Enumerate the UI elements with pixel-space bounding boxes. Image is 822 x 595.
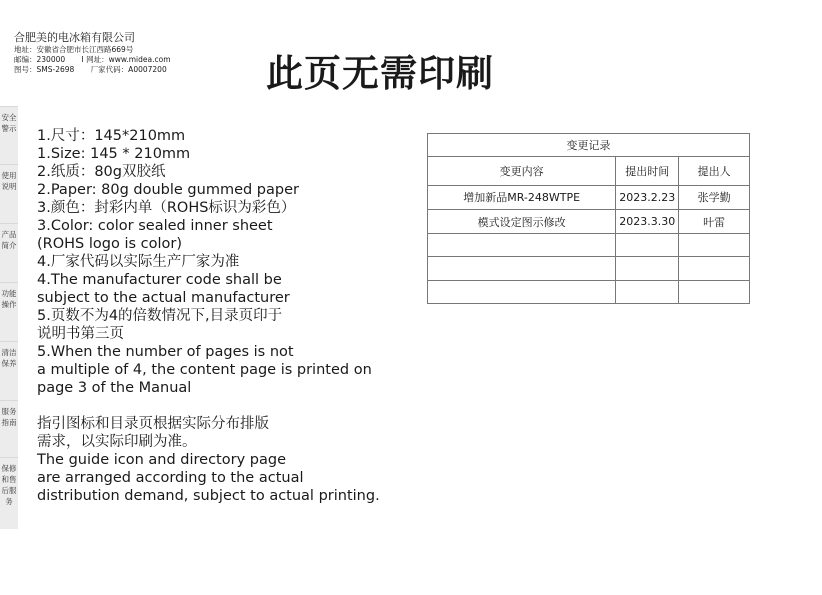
note-line: 2.纸质：80g双胶纸 — [37, 164, 166, 180]
side-tab-safety: 安全警示 — [0, 106, 18, 164]
note-line: 5.When the number of pages is not — [37, 344, 294, 360]
note-line: (ROHS logo is color) — [37, 236, 182, 252]
note-line: 2.Paper: 80g double gummed paper — [37, 182, 299, 198]
company-contact-line — [14, 55, 171, 65]
cell-proposed-time: 2023.2.23 — [616, 185, 679, 209]
table-row — [428, 209, 750, 233]
empty-row — [428, 280, 750, 303]
company-postcode: 邮编：230000 — [14, 55, 66, 64]
header-change-content: 变更内容 — [428, 157, 616, 185]
drawing-number: 图号：SMS-2698 — [14, 65, 75, 74]
factory-code: 厂家代码：A0007200 — [90, 65, 167, 74]
table-header-row — [428, 157, 750, 185]
company-address: 地址：安徽省合肥市长江西路669号 — [14, 45, 134, 54]
note-spacer — [37, 397, 380, 415]
note-line: a multiple of 4, the content page is printed on — [37, 362, 372, 378]
empty-row — [428, 234, 750, 257]
note-line: 4.The manufacturer code shall be — [37, 272, 282, 288]
cell-proposer: 叶雷 — [679, 209, 750, 233]
side-tab-usage: 使用说明 — [0, 164, 18, 223]
note-line: 3.Color: color sealed inner sheet — [37, 218, 273, 234]
note-line: 1.尺寸：145*210mm — [37, 128, 186, 144]
change-log-table — [427, 133, 750, 304]
note-line: 需求，以实际印刷为准。 — [37, 434, 197, 450]
side-tab-function: 功能操作 — [0, 282, 18, 341]
table-row — [428, 185, 750, 209]
note-line: The guide icon and directory page — [37, 452, 286, 468]
note-line: 1.Size: 145 * 210mm — [37, 146, 191, 162]
company-code-line — [14, 65, 171, 75]
note-line: 3.颜色：封彩内单（ROHS标识为彩色） — [37, 200, 296, 216]
side-tab-service: 服务指南 — [0, 400, 18, 457]
cell-change-content: 模式设定图示修改 — [428, 209, 616, 233]
header-proposer: 提出人 — [679, 157, 750, 185]
note-line: distribution demand, subject to actual printing. — [37, 488, 380, 504]
note-line: 4.厂家代码以实际生产厂家为准 — [37, 254, 240, 270]
contact-separator: I — [81, 55, 84, 64]
note-line: 说明书第三页 — [37, 326, 124, 342]
print-notes — [37, 127, 380, 505]
note-line: are arranged according to the actual — [37, 470, 304, 486]
cell-change-content: 增加新品MR-248WTPE — [428, 185, 616, 209]
company-website: 网址：www.midea.com — [86, 55, 171, 64]
side-tab-cleaning: 清洁保养 — [0, 341, 18, 400]
company-name: 合肥美的电冰箱有限公司 — [14, 31, 135, 44]
company-info — [14, 31, 171, 75]
change-log-title: 变更记录 — [428, 134, 750, 157]
note-line: 5.页数不为4的倍数情况下,目录页印于 — [37, 308, 283, 324]
page-title: 此页无需印刷 — [266, 52, 494, 95]
empty-row — [428, 257, 750, 280]
side-tab-warranty: 保修和售后服务 — [0, 457, 18, 529]
note-line: 指引图标和目录页根据实际分布排版 — [37, 416, 269, 432]
note-line: page 3 of the Manual — [37, 380, 192, 396]
header-proposed-time: 提出时间 — [616, 157, 679, 185]
cell-proposer: 张学勤 — [679, 185, 750, 209]
note-line: subject to the actual manufacturer — [37, 290, 290, 306]
side-tab-product: 产品简介 — [0, 223, 18, 282]
cell-proposed-time: 2023.3.30 — [616, 209, 679, 233]
